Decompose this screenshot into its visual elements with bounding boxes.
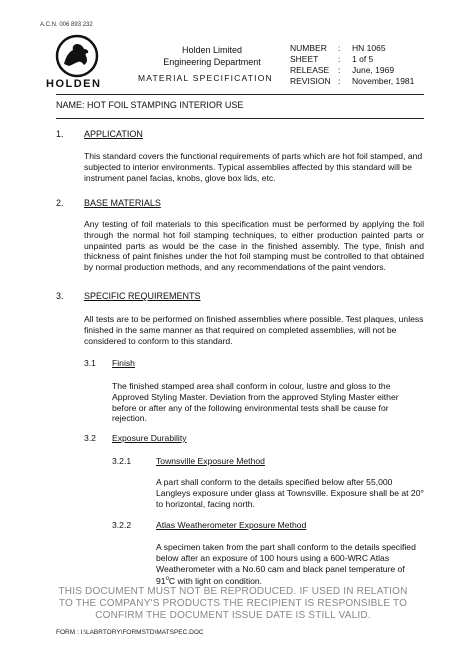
section-title: APPLICATION <box>84 129 143 139</box>
section-3-text: All tests are to be performed on finished assemblies where possible. Test plaques, unless finished in the same manner as that required on completed assemblies, will not be considered to conform to this standard. <box>84 314 424 346</box>
subsection-3-1-text: The finished stamped area shall conform in colour, lustre and gloss to the Approved Styling Master. Deviation from the approved Styling Master either before or after any of the following environmental tests shall be cause for rejection. <box>112 381 399 424</box>
header-divider-top <box>56 94 424 95</box>
section-2-text: Any testing of foil materials to this specification must be performed by applying the foil through the normal hot foil stamping techniques, to either production painted parts or unpainted parts as would be the case in the finished assembly. The type, finish and thickness of paint finishes under the hot foil stamping must be controlled to that obtained by normal production methods, and any recommendations of the paint vendors. <box>84 219 424 273</box>
meta-row-release <box>290 65 414 76</box>
form-path: FORM : I:\LABRTORY\FORMSTD\MATSPEC.DOC <box>56 629 204 636</box>
section-title: BASE MATERIALS <box>84 198 161 208</box>
meta-row-sheet <box>290 54 414 65</box>
section-2-heading <box>56 198 416 210</box>
section-title: SPECIFIC REQUIREMENTS <box>84 291 201 301</box>
section-number: 2. <box>56 198 64 208</box>
meta-value: 1 of 5 <box>352 54 374 64</box>
subsection-3-2-2-number: 3.2.2 <box>112 520 132 530</box>
document-meta <box>290 43 414 87</box>
text-part: A specimen taken from the part shall conform to the details specified below after an exposure of 100 hours using a 600-WRC Atlas Weatherometer with a No.60 cam and black panel temperature of 91 <box>156 542 416 587</box>
section-number: 3. <box>56 291 64 301</box>
material-specification-label: MATERIAL SPECIFICATION <box>138 73 273 83</box>
meta-colon: : <box>338 43 341 53</box>
meta-colon: : <box>338 65 341 75</box>
degree-superscript: o <box>165 576 169 583</box>
section-number: 1. <box>56 129 64 139</box>
subsection-3-2-title: Exposure Durability <box>112 433 187 443</box>
meta-row-revision <box>290 76 414 87</box>
section-1-heading <box>56 129 416 141</box>
subsection-3-2-1-title: Townsville Exposure Method <box>156 456 265 466</box>
meta-value: June, 1969 <box>352 65 395 75</box>
subsection-3-2-2-text <box>156 542 424 587</box>
document-name: NAME: HOT FOIL STAMPING INTERIOR USE <box>56 100 244 110</box>
meta-key: NUMBER <box>290 43 327 53</box>
subsection-3-1-title: Finish <box>112 358 135 368</box>
reproduction-warning <box>40 586 426 622</box>
subsection-3-2-1-number: 3.2.1 <box>112 456 132 466</box>
meta-key: SHEET <box>290 54 319 64</box>
meta-key: REVISION <box>290 76 331 86</box>
holden-logo-wordmark: HOLDEN <box>46 78 102 90</box>
meta-row-number <box>290 43 414 54</box>
acn-number: A.C.N. 006 893 232 <box>40 22 93 28</box>
meta-key: RELEASE <box>290 65 330 75</box>
company-block <box>152 44 272 68</box>
company-name: Holden Limited <box>181 45 243 55</box>
subsection-3-2-number: 3.2 <box>84 433 96 443</box>
section-1-text: This standard covers the functional requirements of parts which are hot foil stamped, and subjected to interior environments. Typical assemblies affected by this standard will be instrument panel facias, knobs, glove box lids, etc. <box>84 151 423 183</box>
subsection-3-2-1-text: A part shall conform to the details specified below after 55,000 Langleys exposure under glass at Townsville. Exposure shall be at 20° to horizontal, facing north. <box>156 477 424 509</box>
subsection-3-2-2-title: Atlas Weatherometer Exposure Method <box>156 520 307 530</box>
meta-value: HN 1065 <box>352 43 386 53</box>
text-part: C with light on condition. <box>168 576 263 587</box>
header-divider-bottom <box>56 118 424 119</box>
meta-colon: : <box>338 76 341 86</box>
meta-colon: : <box>338 54 341 64</box>
section-3-heading <box>56 291 416 303</box>
warning-line: CONFIRM THE DOCUMENT ISSUE DATE IS STILL VALID. <box>95 610 371 621</box>
department-name: Engineering Department <box>163 57 261 67</box>
warning-line: THIS DOCUMENT MUST NOT BE REPRODUCED. IF USED IN RELATION <box>58 586 408 597</box>
warning-line: TO THE COMPANY'S PRODUCTS THE RECIPIENT IS RESPONSIBLE TO <box>58 598 408 609</box>
subsection-3-1-number: 3.1 <box>84 358 96 368</box>
meta-value: November, 1981 <box>352 76 415 86</box>
